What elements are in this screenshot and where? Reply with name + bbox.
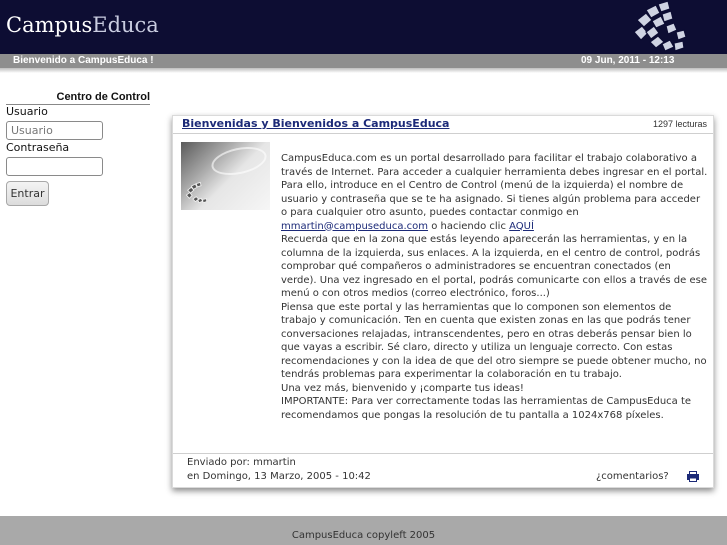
footer — [0, 516, 727, 545]
password-label: Contraseña — [6, 141, 70, 154]
brand-logo-text[interactable] — [6, 13, 159, 37]
intro-text-2: o haciendo clic — [428, 220, 510, 232]
campuseduca-logo-icon — [628, 0, 692, 54]
article-header — [173, 116, 713, 134]
control-center-title: Centro de Control — [6, 91, 150, 105]
username-label: Usuario — [6, 105, 48, 118]
brand-part-educa: Educa — [92, 13, 159, 37]
paragraph-important: IMPORTANTE: Para ver correctamente todas las herramientas de CampusEduca te recomendamos que pongas la resolución de tu pantalla a 1024x768 píxeles. — [281, 396, 692, 421]
here-link[interactable]: AQUÍ — [509, 220, 534, 232]
article-title-link[interactable]: Bienvenidas y Bienvenidos a CampusEduca — [182, 117, 450, 130]
copyright-text: CampusEduca copyleft 2005 — [291, 530, 436, 541]
top-bar — [0, 54, 727, 68]
read-count: 1297 lecturas — [652, 119, 707, 129]
article-box — [172, 115, 714, 488]
current-datetime: 09 Jun, 2011 - 12:13 — [581, 55, 675, 66]
welcome-message: Bienvenido a CampusEduca ! — [13, 55, 154, 66]
email-link[interactable]: mmartin@campuseduca.com — [281, 220, 429, 232]
login-button[interactable]: Entrar — [6, 181, 49, 206]
posted-date: en Domingo, 13 Marzo, 2005 - 10:42 — [187, 471, 371, 482]
header — [0, 0, 727, 54]
intro-text: CampusEduca.com es un portal desarrollado para facilitar el trabajo colaborativo a través de Internet. Para acceder a cualquier herramienta debes ingresar en el portal. Para ello, introduce en el Centro de Control (menú de la izquierda) el nombre de usuario y contraseña que se te ha asignado. Si tienes algún problema para acceder o para cualquier otro asunto, puedes contactar conmigo en — [281, 153, 708, 218]
article-footer — [173, 453, 713, 488]
print-icon[interactable] — [687, 471, 699, 482]
comments-link[interactable]: ¿comentarios? — [596, 471, 669, 482]
article-image — [181, 142, 270, 210]
campuseduca-small-logo-icon — [184, 180, 210, 206]
article-body — [281, 152, 709, 422]
paragraph-tools: Recuerda que en la zona que estás leyendo aparecerán las herramientas, y en la columna de la izquierda, sus enlaces. A la izquierda, en el centro de control, podrás comprobar qué compañeros o administradores se encuentran conectados (en verde). Una vez ingresado en el portal, podrás comunicarte con ellos a través de ese menú o con otros medios (correo electrónico, foros...) — [281, 234, 707, 299]
username-input[interactable] — [6, 121, 103, 140]
paragraph-advice: Piensa que este portal y las herramientas que lo componen son elementos de trabajo y comunicación. Ten en cuenta que existen zonas en las que podrás tener conversaciones relajadas, intranscendentes, pero en otras deberás pensar bien lo que vayas a escribir. Sé claro, directo y utiliza un lenguaje correcto. Con estas recomendaciones y con la idea de que del otro siempre se puede obtener mucho, no tendrás problemas para experimentar la colaboración en tu trabajo. — [281, 301, 707, 380]
password-input[interactable] — [6, 157, 103, 176]
image-highlight — [209, 142, 269, 179]
posted-by: Enviado por: mmartin — [187, 457, 296, 468]
header-shadow — [0, 68, 727, 73]
paragraph-share: Una vez más, bienvenido y ¡comparte tus ideas! — [281, 382, 524, 394]
brand-part-campus: Campus — [6, 13, 93, 37]
paragraph-intro — [281, 152, 709, 233]
